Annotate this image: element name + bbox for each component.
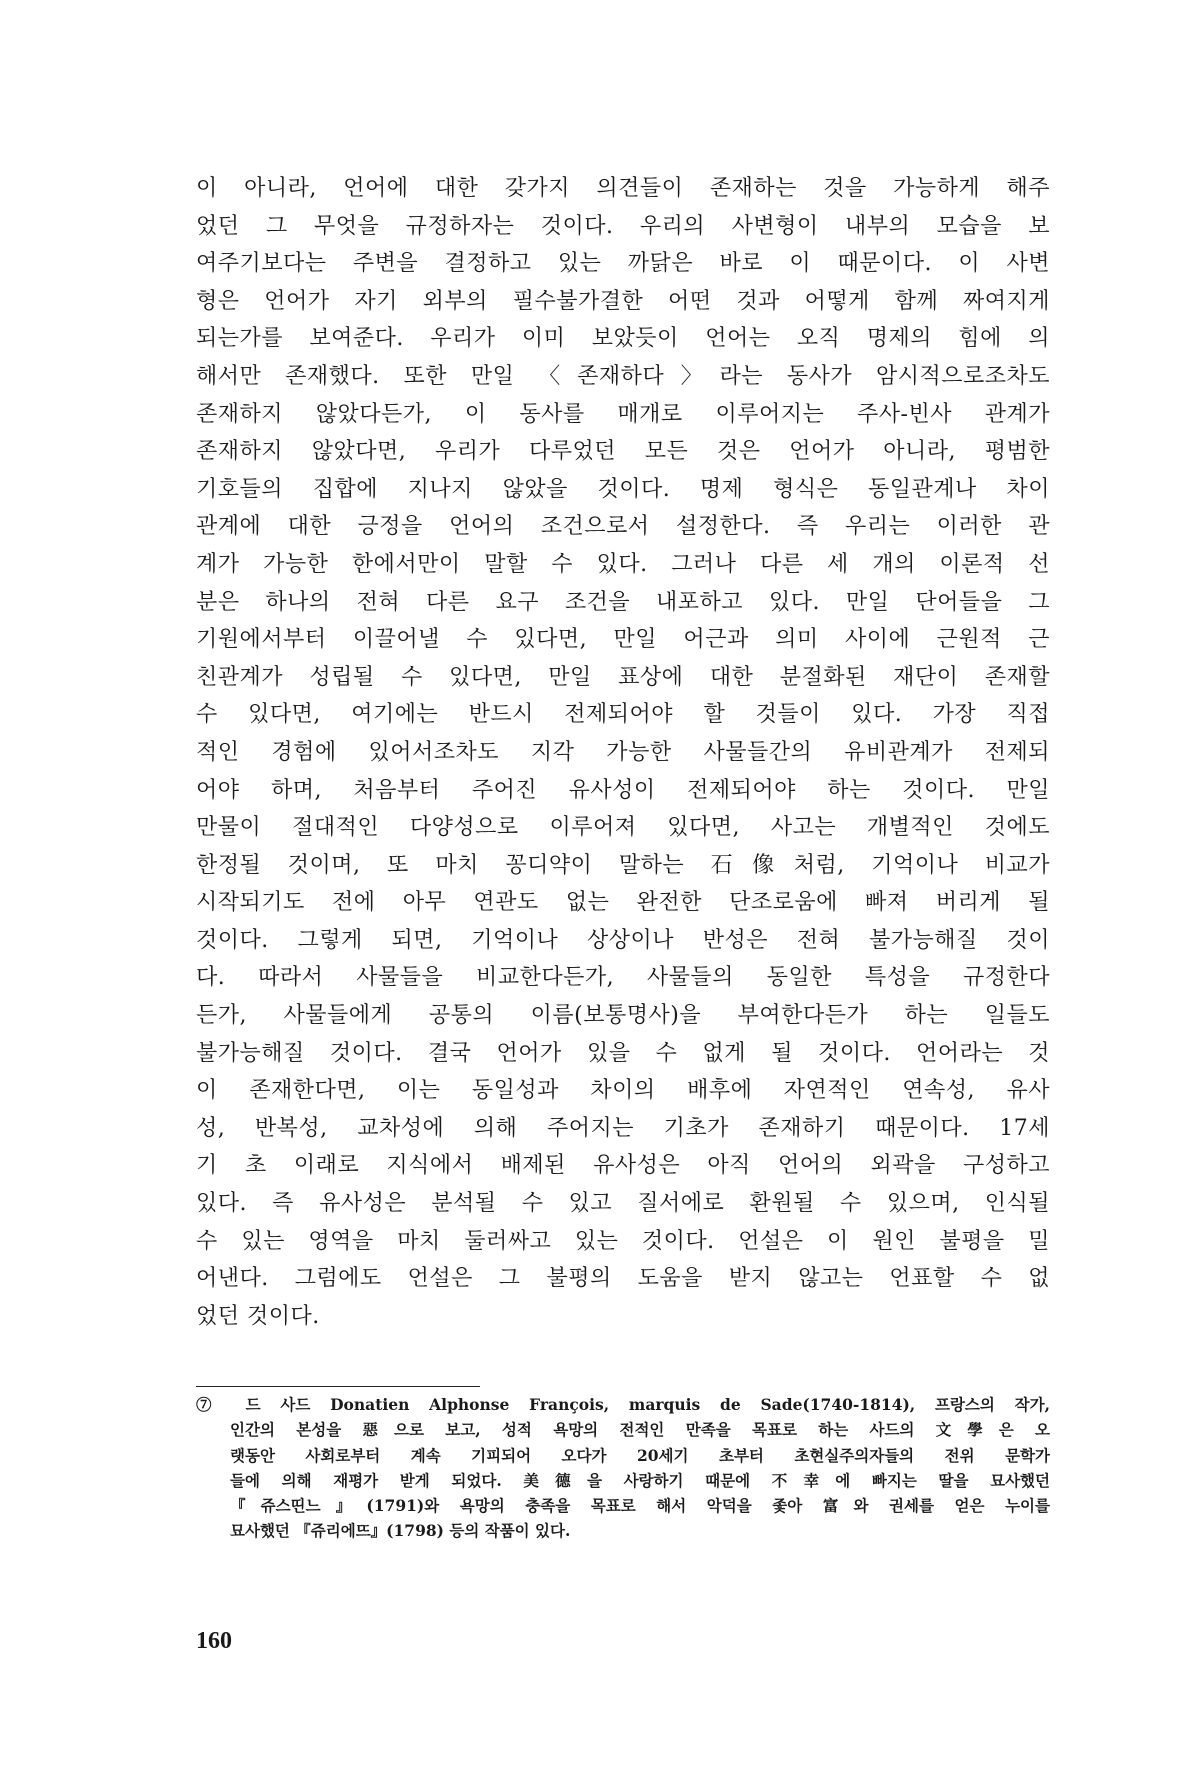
footnote-line: 들에 의해 재평가 받게 되었다. 美德을 사랑하기 때문에 不幸에 빠지는 딸을 묘사했던: [230, 1470, 1050, 1490]
text-line: 었던 그 무엇을 규정하자는 것이다. 우리의 사변형이 내부의 모습을 보: [196, 213, 1050, 239]
text-line: 기 초 이래로 지식에서 배제된 유사성은 아직 언어의 외곽을 구성하고: [196, 1153, 1050, 1179]
text-line: 한정될 것이며, 또 마치 꽁디약이 말하는 石像처럼, 기억이나 비교가: [196, 852, 1050, 878]
body-text: [196, 170, 1050, 1335]
text-line: 존재하지 않았다면, 우리가 다루었던 모든 것은 언어가 아니라, 평범한: [196, 439, 1050, 465]
text-line: 기호들의 집합에 지나지 않았을 것이다. 명제 형식은 동일관계나 차이: [196, 476, 1050, 502]
footnote-line: 『쥬스띤느』(1791)와 욕망의 충족을 목표로 해서 악덕을 좇아 富와 권세를 얻은 누이를: [230, 1496, 1050, 1516]
text-line: 어낸다. 그럼에도 언설은 그 불평의 도움을 받지 않고는 언표할 수 없: [196, 1266, 1050, 1292]
text-line: 었던 것이다.: [196, 1303, 320, 1329]
text-line: 다. 따라서 사물들을 비교한다든가, 사물들의 동일한 특성을 규정한다: [196, 965, 1050, 991]
text-line: 성, 반복성, 교차성에 의해 주어지는 기초가 존재하기 때문이다. 17세: [196, 1115, 1050, 1141]
text-line: 수 있다면, 여기에는 반드시 전제되어야 할 것들이 있다. 가장 직접: [196, 702, 1050, 728]
footnote: [196, 1392, 1050, 1544]
text-line: 불가능해질 것이다. 결국 언어가 있을 수 없게 될 것이다. 언어라는 것: [196, 1040, 1050, 1066]
text-line: 어야 하며, 처음부터 주어진 유사성이 전제되어야 하는 것이다. 만일: [196, 777, 1050, 803]
text-line: 친관계가 성립될 수 있다면, 만일 표상에 대한 분절화된 재단이 존재할: [196, 664, 1050, 690]
text-line: 시작되기도 전에 아무 연관도 없는 완전한 단조로움에 빠져 버리게 될: [196, 890, 1050, 916]
text-line: 이 존재한다면, 이는 동일성과 차이의 배후에 자연적인 연속성, 유사: [196, 1078, 1050, 1104]
page-number: 160: [196, 1628, 232, 1654]
text-line: 적인 경험에 있어서조차도 지각 가능한 사물들간의 유비관계가 전제되: [196, 739, 1050, 765]
text-line: 되는가를 보여준다. 우리가 이미 보았듯이 언어는 오직 명제의 힘에 의: [196, 326, 1050, 352]
text-line: 분은 하나의 전혀 다른 요구 조건을 내포하고 있다. 만일 단어들을 그: [196, 589, 1050, 615]
text-line: 기원에서부터 이끌어낼 수 있다면, 만일 어근과 의미 사이에 근원적 근: [196, 627, 1050, 653]
text-line: 있다. 즉 유사성은 분석될 수 있고 질서에로 환원될 수 있으며, 인식될: [196, 1191, 1050, 1217]
text-line: 형은 언어가 자기 외부의 필수불가결한 어떤 것과 어떻게 함께 짜여지게: [196, 288, 1050, 314]
text-line: 계가 가능한 한에서만이 말할 수 있다. 그러나 다른 세 개의 이론적 선: [196, 551, 1050, 577]
text-line: 여주기보다는 주변을 결정하고 있는 까닭은 바로 이 때문이다. 이 사변: [196, 251, 1050, 277]
text-line: 해서만 존재했다. 또한 만일 〈존재하다〉라는 동사가 암시적으로조차도: [196, 363, 1050, 389]
text-line: 수 있는 영역을 마치 둘러싸고 있는 것이다. 언설은 이 원인 불평을 밀: [196, 1228, 1050, 1254]
footnote-line: 묘사했던 『쥬리에뜨』(1798) 등의 작품이 있다.: [230, 1521, 571, 1541]
text-line: 존재하지 않았다든가, 이 동사를 매개로 이루어지는 주사-빈사 관계가: [196, 401, 1050, 427]
footnote-line: ⑦ 드 사드 Donatien Alphonse François, marquis de Sade(1740-1814), 프랑스의 작가,: [196, 1395, 1050, 1414]
footnote-line: 인간의 본성을 惡으로 보고, 성적 욕망의 전적인 만족을 목표로 하는 사드의 文學은 오: [230, 1420, 1050, 1440]
text-line: 만물이 절대적인 다양성으로 이루어져 있다면, 사고는 개별적인 것에도: [196, 815, 1050, 841]
footnote-line: 랫동안 사회로부터 계속 기피되어 오다가 20세기 초부터 초현실주의자들의 전위 문학가: [230, 1445, 1050, 1465]
text-line: 관계에 대한 긍정을 언어의 조건으로서 설정한다. 즉 우리는 이러한 관: [196, 514, 1050, 540]
footnote-divider: [196, 1386, 480, 1387]
text-line: 것이다. 그렇게 되면, 기억이나 상상이나 반성은 전혀 불가능해질 것이: [196, 927, 1050, 953]
text-line: 이 아니라, 언어에 대한 갖가지 의견들이 존재하는 것을 가능하게 해주: [196, 176, 1050, 201]
text-line: 든가, 사물들에게 공통의 이름(보통명사)을 부여한다든가 하는 일들도: [196, 1003, 1050, 1029]
